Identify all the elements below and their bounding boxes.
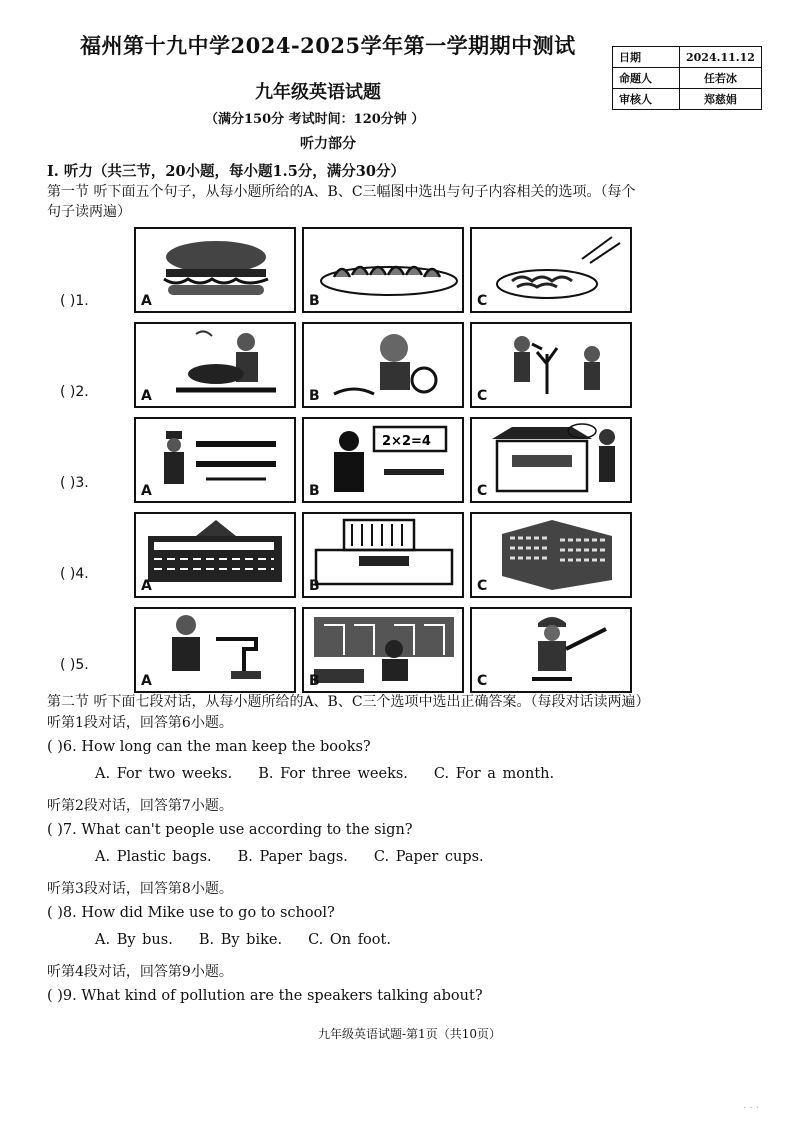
answer-option[interactable]: A. Plastic bags.: [95, 849, 212, 865]
meta-value: 任若冰: [680, 68, 762, 89]
answer-option[interactable]: A. By bus.: [95, 932, 173, 948]
question-number: ( )4.: [60, 566, 89, 582]
option-letter: C: [477, 483, 488, 499]
picture-option[interactable]: [134, 417, 296, 503]
exam-info: （满分150分 考试时间：120分钟 ）: [205, 112, 425, 127]
picture-row: [134, 512, 632, 598]
option-letter: B: [309, 483, 320, 499]
firefighter-icon: [472, 609, 632, 691]
option-letter: B: [309, 578, 320, 594]
option-letter: A: [141, 483, 152, 499]
office-building-icon: [472, 514, 632, 596]
plumber-icon: [136, 609, 296, 691]
picture-option[interactable]: [470, 322, 632, 408]
answer-option[interactable]: C. On foot.: [308, 932, 391, 948]
section1-instruction-cont: 句子读两遍）: [47, 204, 131, 220]
meta-row-date: [613, 47, 762, 68]
picture-option[interactable]: [470, 607, 632, 693]
option-letter: C: [477, 673, 488, 689]
option-letter: A: [141, 673, 152, 689]
part-label: 听力部分: [300, 136, 356, 152]
question-number: ( )1.: [60, 293, 89, 309]
svg-text:2×2=4: 2×2=4: [382, 434, 431, 449]
answer-option[interactable]: B. For three weeks.: [258, 766, 408, 782]
restaurant-building-icon: [136, 514, 296, 596]
question-number: ( )3.: [60, 475, 89, 491]
option-letter: A: [141, 293, 152, 309]
picture-option[interactable]: [302, 607, 464, 693]
section1-instruction: 第一节 听下面五个句子，从每小题所给的A、B、C三幅图中选出与句子内容相关的选项。（每个: [47, 184, 636, 200]
scan-marks: · · ·: [743, 1103, 759, 1114]
answer-options: [95, 849, 510, 865]
picture-row: [134, 322, 632, 408]
meta-row-author: [613, 68, 762, 89]
option-letter: A: [141, 578, 152, 594]
dialogue-intro: 听第4段对话，回答第9小题。: [47, 964, 233, 980]
picture-option[interactable]: [134, 512, 296, 598]
cooking-person-icon: [136, 324, 296, 406]
answer-options: [95, 932, 417, 948]
question-text: ( )8. How did Mike use to go to school?: [47, 905, 335, 921]
hamburger-icon: [136, 229, 296, 311]
dialogue-intro: 听第2段对话，回答第7小题。: [47, 798, 233, 814]
picture-option[interactable]: [134, 322, 296, 408]
picture-option[interactable]: [470, 417, 632, 503]
meta-row-reviewer: [613, 89, 762, 110]
answer-option[interactable]: C. Paper cups.: [373, 849, 484, 865]
dialogue-intro: 听第1段对话，回答第6小题。: [47, 715, 233, 731]
teacher-blackboard-icon: [304, 419, 464, 501]
option-letter: B: [309, 388, 320, 404]
page-footer: 九年级英语试题-第1页（共10页）: [318, 1027, 501, 1041]
meta-value: 2024.11.12: [680, 47, 762, 68]
construction-worker-icon: [304, 609, 464, 691]
tree-planting-icon: [472, 324, 632, 406]
meta-label: 审核人: [613, 89, 680, 110]
girl-laundry-icon: [304, 324, 464, 406]
section2-heading: 第二节 听下面七段对话，从每小题所给的A、B、C三个选项中选出正确答案。（每段对话读两遍）: [47, 694, 650, 710]
picture-option[interactable]: [302, 227, 464, 313]
picture-option[interactable]: [302, 417, 464, 503]
option-letter: C: [477, 578, 488, 594]
picture-row: [134, 607, 632, 693]
exam-title: 福州第十九中学2024-2025学年第一学期期中测试: [80, 33, 576, 58]
answer-option[interactable]: A. For two weeks.: [95, 766, 233, 782]
meta-label: 命题人: [613, 68, 680, 89]
picture-option[interactable]: [302, 512, 464, 598]
picture-row: [134, 227, 632, 313]
question-number: ( )2.: [60, 384, 89, 400]
answer-option[interactable]: C. For a month.: [433, 766, 555, 782]
clothes-shop-icon: [472, 419, 632, 501]
exam-subtitle: 九年级英语试题: [255, 82, 381, 103]
option-letter: B: [309, 293, 320, 309]
picture-option[interactable]: [134, 607, 296, 693]
meta-label: 日期: [613, 47, 680, 68]
museum-building-icon: [304, 514, 464, 596]
option-letter: C: [477, 388, 488, 404]
option-letter: A: [141, 388, 152, 404]
question-text: ( )9. What kind of pollution are the speakers talking about?: [47, 988, 483, 1004]
meta-value: 郑慈娟: [680, 89, 762, 110]
section1-heading: I. 听力（共三节，20小题，每小题1.5分，满分30分）: [47, 163, 405, 180]
picture-option[interactable]: [302, 322, 464, 408]
option-letter: B: [309, 673, 320, 689]
picture-row: [134, 417, 632, 503]
picture-option[interactable]: [470, 227, 632, 313]
answer-options: [95, 766, 580, 782]
question-text: ( )7. What can't people use according to the sign?: [47, 822, 413, 838]
option-letter: C: [477, 293, 488, 309]
answer-option[interactable]: B. Paper bags.: [237, 849, 348, 865]
chef-kitchen-icon: [136, 419, 296, 501]
answer-option[interactable]: B. By bike.: [198, 932, 283, 948]
picture-option[interactable]: [134, 227, 296, 313]
dumplings-plate-icon: [304, 229, 464, 311]
picture-option[interactable]: [470, 512, 632, 598]
noodles-plate-icon: [472, 229, 632, 311]
dialogue-intro: 听第3段对话，回答第8小题。: [47, 881, 233, 897]
meta-table: [612, 46, 762, 110]
question-text: ( )6. How long can the man keep the books?: [47, 739, 371, 755]
question-number: ( )5.: [60, 657, 89, 673]
picture-grid: [134, 227, 632, 702]
